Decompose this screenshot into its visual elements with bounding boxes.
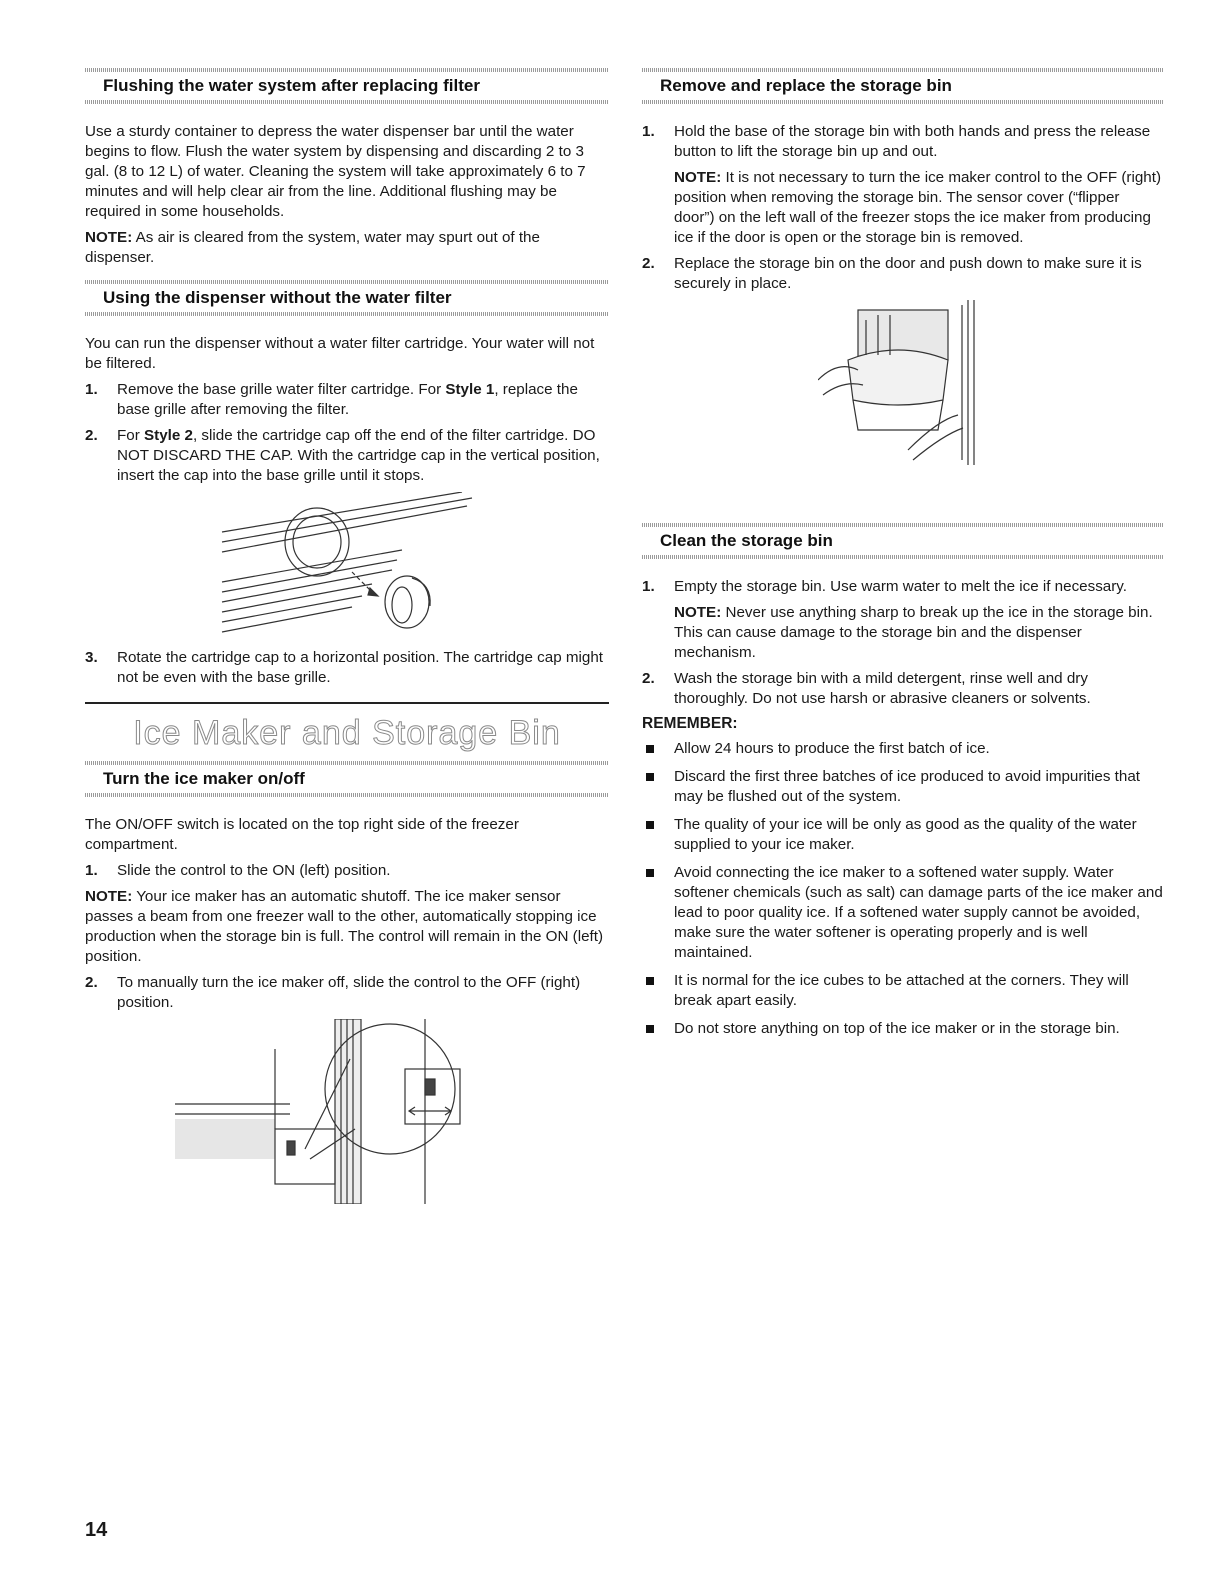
section-rule: [642, 68, 1164, 72]
step-number: 1.: [85, 381, 98, 398]
note-label: NOTE:: [674, 169, 722, 186]
step-list: [85, 380, 609, 486]
section-rule: [85, 68, 609, 72]
step-text: Replace the storage bin on the door and push down to make sure it is securely in place.: [674, 255, 1142, 292]
paragraph: The ON/OFF switch is located on the top right side of the freezer compartment.: [85, 816, 519, 853]
page-number: 14: [85, 1519, 108, 1541]
section-header-turn-on-off: [85, 759, 609, 809]
section-header-remove-replace: [642, 68, 1164, 116]
step-item: [85, 648, 609, 688]
step-text: Slide the control to the ON (left) position.: [117, 862, 391, 879]
remember-item: Discard the first three batches of ice produced to avoid impurities that may be flushed out of the system.: [642, 767, 1164, 807]
remember-item: Do not store anything on top of the ice maker or in the storage bin.: [642, 1019, 1164, 1039]
note-text: Never use anything sharp to break up the ice in the storage bin. This can cause damage to the storage bin and the dispenser mechanism.: [674, 604, 1153, 661]
step-text: Remove the base grille water filter cartridge. For: [117, 381, 446, 398]
step-item: [85, 861, 609, 881]
note-paragraph: [85, 887, 609, 967]
step-number: 1.: [85, 862, 98, 879]
step-text: Wash the storage bin with a mild detergent, rinse well and dry thoroughly. Do not use harsh or abrasive cleaners or solvents.: [674, 670, 1091, 707]
step-number: 2.: [85, 427, 98, 444]
section-header-no-filter: [85, 268, 609, 328]
section-header-flushing: [85, 68, 609, 116]
section-title: Remove and replace the storage bin: [660, 76, 952, 95]
step-list: [642, 122, 1164, 294]
left-column: [85, 68, 609, 1204]
step-item: [85, 973, 609, 1013]
note-text: It is not necessary to turn the ice maker control to the OFF (right) position when removing the storage bin. The sensor cover (“flipper door”) on the left wall of the freezer stops the ice maker from producing ice if the door is open or the storage bin is removed.: [674, 169, 1162, 246]
step-text: To manually turn the ice maker off, slide the control to the OFF (right) position.: [117, 974, 581, 1011]
step-text: Rotate the cartridge cap to a horizontal position. The cartridge cap might not be even with the base grille.: [117, 649, 603, 686]
step-bold: Style 1: [445, 381, 495, 398]
step-list: [85, 648, 609, 688]
step-item: [642, 122, 1164, 248]
step-text: , replace the base grille after removing the filter.: [117, 381, 578, 418]
remember-item: Avoid connecting the ice maker to a softened water supply. Water softener chemicals (such as salt) can damage parts of the ice maker and lead to poor quality ice. If a softened water supply cannot be avoided, make sure the water softener is operating properly and is well maintained.: [642, 863, 1164, 963]
step-text: For: [117, 427, 145, 444]
step-item: [85, 426, 609, 486]
section-title: Using the dispenser without the water filter: [103, 288, 452, 307]
paragraph: Use a sturdy container to depress the water dispenser bar until the water begins to flow. Flush the water system by dispensing and discarding 2 to 3 gal. (8 to 12 L) of water. Cleaning the system will take approximately 6 to 7 minutes and will help clear air from the line. Additional flushing may be required in some households.: [85, 123, 586, 220]
section-rule: [642, 555, 1164, 559]
step-number: 2.: [85, 974, 98, 991]
section-rule: [85, 100, 609, 104]
storage-bin-illustration: [818, 300, 988, 465]
ice-maker-switch-illustration: [175, 1019, 515, 1204]
chapter-title: Ice Maker and Storage Bin: [133, 714, 561, 752]
section-title: Turn the ice maker on/off: [103, 769, 305, 788]
step-number: 1.: [642, 123, 655, 140]
section-rule: [85, 761, 609, 765]
note-label: NOTE:: [674, 604, 722, 621]
section-title: Flushing the water system after replacing filter: [103, 76, 480, 95]
section-rule: [85, 312, 609, 316]
step-item: [642, 669, 1164, 709]
note-label: NOTE:: [85, 229, 133, 246]
step-text: , slide the cartridge cap off the end of the filter cartridge. DO NOT DISCARD THE CAP. With the cartridge cap in the vertical position, insert the cap into the base grille until it stops.: [117, 427, 600, 484]
remember-item: Allow 24 hours to produce the first batch of ice.: [642, 739, 1164, 759]
paragraph: You can run the dispenser without a water filter cartridge. Your water will not be filtered.: [85, 335, 595, 372]
step-number: 2.: [642, 255, 655, 272]
section-rule: [642, 523, 1164, 527]
note-text: Your ice maker has an automatic shutoff. The ice maker sensor passes a beam from one freezer wall to the other, automatically stopping ice production when the storage bin is full. The control will remain in the ON (left) position.: [85, 888, 604, 965]
remember-list: [642, 739, 1164, 1039]
section-header-clean: [642, 511, 1164, 571]
note-paragraph: [85, 228, 609, 268]
remember-item: The quality of your ice will be only as good as the quality of the water supplied to your ice maker.: [642, 815, 1164, 855]
step-list: [642, 577, 1164, 709]
step-number: 3.: [85, 649, 98, 666]
note-label: NOTE:: [85, 888, 133, 905]
step-bold: Style 2: [144, 427, 193, 444]
section-rule: [85, 280, 609, 284]
chapter-divider: [85, 702, 609, 704]
step-note: [674, 603, 1164, 663]
step-list: [85, 861, 609, 881]
step-text: Hold the base of the storage bin with both hands and press the release button to lift the storage bin up and out.: [674, 123, 1151, 160]
step-text: Empty the storage bin. Use warm water to melt the ice if necessary.: [674, 578, 1127, 595]
remember-heading: REMEMBER:: [642, 715, 738, 732]
step-number: 1.: [642, 578, 655, 595]
step-number: 2.: [642, 670, 655, 687]
note-text: As air is cleared from the system, water may spurt out of the dispenser.: [85, 229, 540, 266]
remember-item: It is normal for the ice cubes to be attached at the corners. They will break apart easily.: [642, 971, 1164, 1011]
section-rule: [642, 100, 1164, 104]
step-item: [642, 577, 1164, 663]
right-column: [642, 68, 1164, 1047]
step-note: [674, 168, 1164, 248]
section-rule: [85, 793, 609, 797]
base-grille-cap-illustration: [212, 492, 482, 642]
step-list: [85, 973, 609, 1013]
step-item: [85, 380, 609, 420]
section-title: Clean the storage bin: [660, 531, 833, 550]
step-item: [642, 254, 1164, 294]
